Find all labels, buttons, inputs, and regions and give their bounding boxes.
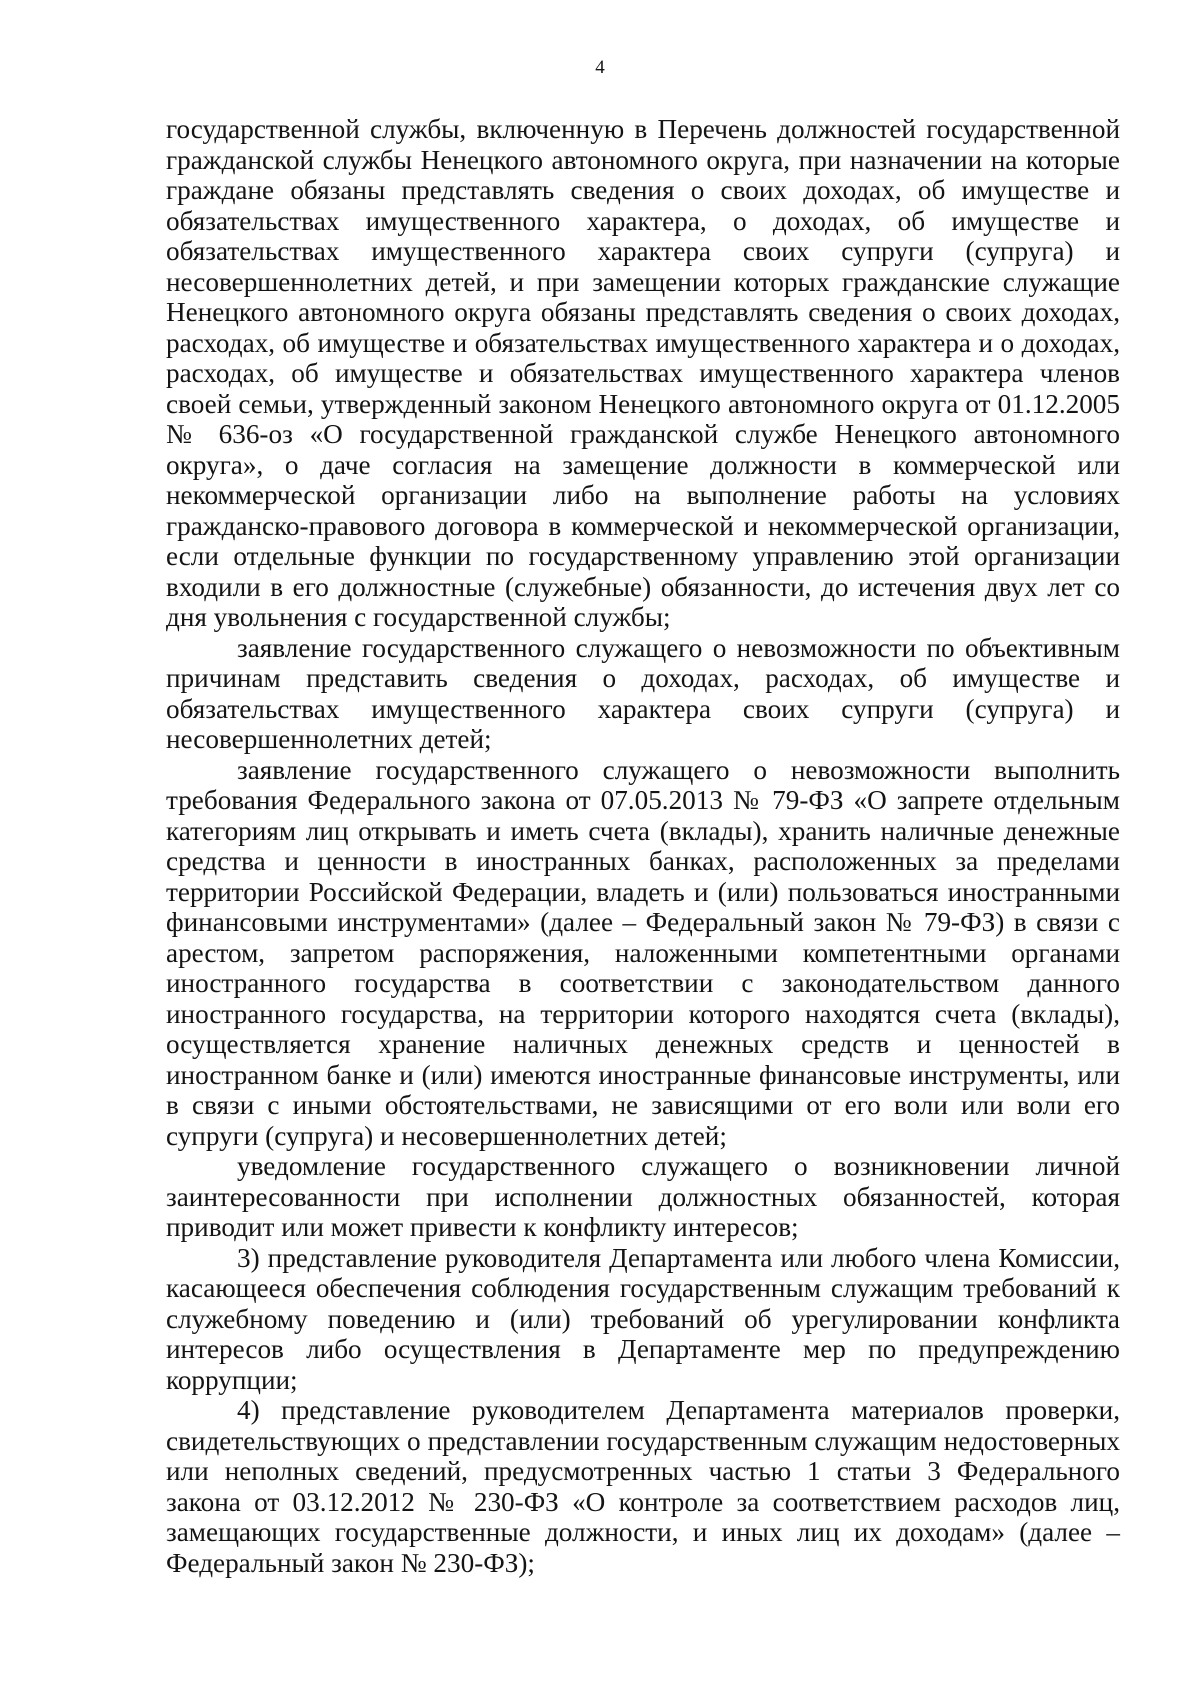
paragraph-notice-conflict-of-interest: уведомление государственного служащего о возникновении личной заинтересованности при исполнении должностных обязанностей, которая приводит или может привести к конфликту интересов; <box>166 1151 1120 1242</box>
paragraph-statement-no-income-info: заявление государственного служащего о невозможности по объективным причинам представить сведения о доходах, расходах, об имуществе и обязательствах имущественного характера своих супруги (супруга) и несовершеннолетних детей; <box>166 632 1120 754</box>
document-body <box>166 114 1120 1578</box>
paragraph-statement-79fz: заявление государственного служащего о невозможности выполнить требования Федерального закона от 07.05.2013 № 79-ФЗ «О запрете отдельным категориям лиц открывать и иметь счета (вклады), хранить наличные денежные средства и ценности в иностранных банках, расположенных за пределами территории Российской Федерации, владеть и (или) пользоваться иностранными финансовыми инструментами» (далее – Федеральный закон № 79-ФЗ) в связи с арестом, запретом распоряжения, наложенными компетентными органами иностранного государства в соответствии с законодательством данного иностранного государства, на территории которого находятся счета (вклады), осуществляется хранение наличных денежных средств и ценностей в иностранном банке и (или) имеются иностранные финансовые инструменты, или в связи с иными обстоятельствами, не зависящими от его воли или воли его супруги (супруга) и несовершеннолетних детей; <box>166 754 1120 1151</box>
paragraph-item-4: 4) представление руководителем Департамента материалов проверки, свидетельствующих о представлении государственным служащим недостоверных или неполных сведений, предусмотренных частью 1 статьи 3 Федерального закона от 03.12.2012 № 230-ФЗ «О контроле за соответствием расходов лиц, замещающих государственные должности, и иных лиц их доходам» (далее – Федеральный закон № 230-ФЗ); <box>166 1395 1120 1578</box>
paragraph-item-3: 3) представление руководителя Департамента или любого члена Комиссии, касающееся обеспечения соблюдения государственным служащим требований к служебному поведению и (или) требований об урегулировании конфликта интересов либо осуществления в Департаменте мер по предупреждению коррупции; <box>166 1242 1120 1395</box>
page-number: 4 <box>595 57 605 78</box>
paragraph-continuation: государственной службы, включенную в Перечень должностей государственной гражданской службы Ненецкого автономного округа, при назначении на которые граждане обязаны представлять сведения о своих доходах, об имуществе и обязательствах имущественного характера, о доходах, об имуществе и обязательствах имущественного характера своих супруги (супруга) и несовершеннолетних детей, и при замещении которых гражданские служащие Ненецкого автономного округа обязаны представлять сведения о своих доходах, расходах, об имуществе и обязательствах имущественного характера и о доходах, расходах, об имуществе и обязательствах имущественного характера членов своей семьи, утвержденный законом Ненецкого автономного округа от 01.12.2005 № 636-оз «О государственной гражданской службе Ненецкого автономного округа», о даче согласия на замещение должности в коммерческой или некоммерческой организации либо на выполнение работы на условиях гражданско-правового договора в коммерческой и некоммерческой организации, если отдельные функции по государственному управлению этой организации входили в его должностные (служебные) обязанности, до истечения двух лет со дня увольнения с государственной службы; <box>166 114 1120 632</box>
